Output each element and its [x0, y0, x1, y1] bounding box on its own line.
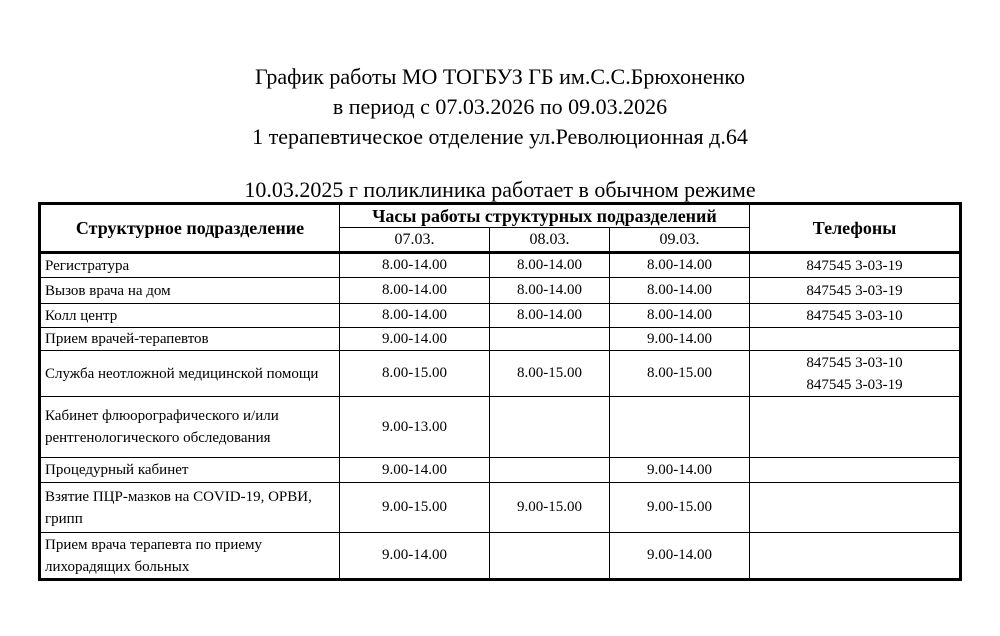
- hours-cell: 8.00-15.00: [610, 351, 750, 397]
- hours-cell: 9.00-14.00: [340, 533, 490, 580]
- phone-cell: [750, 328, 961, 351]
- hours-cell: [610, 397, 750, 458]
- department-name: Прием врачей-терапевтов: [40, 328, 340, 351]
- schedule-table: [38, 202, 962, 581]
- hours-cell: 8.00-14.00: [490, 278, 610, 304]
- department-name: Взятие ПЦР-мазков на COVID-19, ОРВИ, грипп: [40, 483, 340, 533]
- department-name: Регистратура: [40, 253, 340, 278]
- hours-cell: [490, 328, 610, 351]
- column-header-date: 07.03.: [340, 228, 490, 253]
- phone-cell: [750, 304, 961, 328]
- phone-cell: [750, 533, 961, 580]
- phone-cell: [750, 483, 961, 533]
- hours-cell: 9.00-15.00: [610, 483, 750, 533]
- hours-cell: 8.00-14.00: [340, 253, 490, 278]
- column-header-date: 08.03.: [490, 228, 610, 253]
- hours-cell: 9.00-13.00: [340, 397, 490, 458]
- phone-cell: [750, 278, 961, 304]
- hours-cell: 9.00-15.00: [340, 483, 490, 533]
- column-header-phones: Телефоны: [750, 204, 961, 253]
- hours-cell: [490, 397, 610, 458]
- hours-cell: 9.00-15.00: [490, 483, 610, 533]
- column-header-date: 09.03.: [610, 228, 750, 253]
- hours-cell: 8.00-14.00: [610, 304, 750, 328]
- hours-cell: 9.00-14.00: [610, 533, 750, 580]
- department-name: Колл центр: [40, 304, 340, 328]
- phone-cell: [750, 253, 961, 278]
- hours-cell: 9.00-14.00: [340, 328, 490, 351]
- phone-cell: [750, 458, 961, 483]
- hours-cell: 8.00-14.00: [610, 253, 750, 278]
- column-header-hours-group: Часы работы структурных подразделений: [340, 204, 750, 228]
- table-row: [40, 483, 961, 533]
- phone-cell: [750, 397, 961, 458]
- schedule-notice: 10.03.2025 г поликлиника работает в обычном режиме: [244, 177, 756, 202]
- hours-cell: 9.00-14.00: [610, 458, 750, 483]
- table-row: [40, 253, 961, 278]
- table-row: [40, 328, 961, 351]
- table-row: [40, 533, 961, 580]
- department-name: Процедурный кабинет: [40, 458, 340, 483]
- phone-number: 847545 3-03-19: [806, 282, 903, 299]
- table-row: [40, 351, 961, 397]
- hours-cell: 8.00-14.00: [490, 304, 610, 328]
- title-line-department: 1 терапевтическое отделение ул.Революционная д.64: [252, 124, 748, 149]
- table-row: [40, 278, 961, 304]
- title-line-organization: График работы МО ТОГБУЗ ГБ им.С.С.Брюхоненко: [255, 64, 745, 89]
- department-name: Кабинет флюорографического и/или рентгенологического обследования: [40, 397, 340, 458]
- hours-cell: 8.00-14.00: [340, 278, 490, 304]
- hours-cell: 8.00-14.00: [490, 253, 610, 278]
- table-row: [40, 304, 961, 328]
- department-name: Служба неотложной медицинской помощи: [40, 351, 340, 397]
- hours-cell: 8.00-14.00: [610, 278, 750, 304]
- phone-number: 847545 3-03-19: [806, 376, 903, 393]
- hours-cell: 8.00-15.00: [340, 351, 490, 397]
- document-title: [0, 62, 1000, 152]
- phone-number: 847545 3-03-10: [806, 354, 903, 371]
- title-line-period: в период с 07.03.2026 по 09.03.2026: [332, 94, 668, 119]
- column-header-department: Структурное подразделение: [40, 204, 340, 253]
- hours-cell: 9.00-14.00: [610, 328, 750, 351]
- table-row: [40, 397, 961, 458]
- hours-cell: 8.00-14.00: [340, 304, 490, 328]
- phone-number: 847545 3-03-10: [806, 307, 903, 324]
- hours-cell: [490, 533, 610, 580]
- phone-cell: [750, 351, 961, 397]
- phone-number: 847545 3-03-19: [806, 257, 903, 274]
- department-name: Вызов врача на дом: [40, 278, 340, 304]
- hours-cell: 8.00-15.00: [490, 351, 610, 397]
- table-row: [40, 458, 961, 483]
- hours-cell: 9.00-14.00: [340, 458, 490, 483]
- department-name: Прием врача терапевта по приему лихорадящих больных: [40, 533, 340, 580]
- header-row-top: [40, 204, 961, 228]
- hours-cell: [490, 458, 610, 483]
